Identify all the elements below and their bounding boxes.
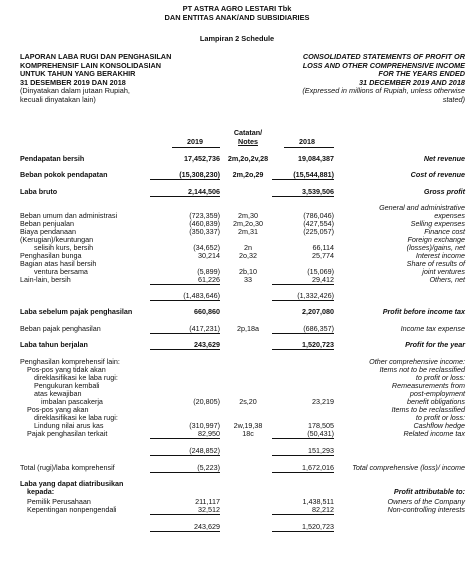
row-note-ref: 33 <box>244 275 252 284</box>
title-id-line: UNTUK TAHUN YANG BERAKHIR <box>20 69 136 79</box>
title-en-line: LOSS AND OTHER COMPREHENSIVE INCOME <box>302 60 465 70</box>
row-label-id: Pengukuran kembali <box>34 381 100 390</box>
row-label-en: to profit or loss: <box>415 413 465 422</box>
row-label-id: Laba tahun berjalan <box>20 340 88 349</box>
title-id-line: KOMPREHENSIF LAIN KONSOLIDASIAN <box>20 60 162 70</box>
row-label-en: General and administrative <box>379 203 465 212</box>
statement-row <box>0 463 474 473</box>
row-value-2019: (310,997) <box>189 421 220 430</box>
row-label-id: Bagian atas hasil bersih <box>20 259 97 268</box>
row-value-2018: 1,520,723 <box>272 340 334 350</box>
schedule-label: Lampiran 2 Schedule <box>199 34 275 43</box>
row-value-2019: 660,860 <box>194 307 220 316</box>
row-label-id: ventura bersama <box>34 267 88 276</box>
row-label-id: Total (rugi)/laba komprehensif <box>20 463 115 472</box>
row-note-ref: 2n <box>244 243 252 252</box>
row-label-id: direklasifikasi ke laba rugi: <box>34 413 118 422</box>
row-value-2019: 30,214 <box>198 251 220 260</box>
row-label-en: Profit before income tax <box>382 307 465 316</box>
row-label-id: Laba bruto <box>20 187 58 196</box>
row-label-en: Related income tax <box>403 429 465 438</box>
row-value-2019: 243,629 <box>150 340 220 350</box>
row-value-2019: (5,899) <box>197 267 220 276</box>
row-value-2018: (1,332,426) <box>272 291 334 301</box>
row-value-2018: (50,431) <box>272 429 334 439</box>
note-english <box>250 87 465 104</box>
row-note-ref: 2m,2o,2v,28 <box>227 154 269 163</box>
row-label-id: Pos-pos yang akan <box>27 405 89 414</box>
row-label-id: Lain-lain, bersih <box>20 275 71 284</box>
row-value-2019: (5,223) <box>150 463 220 473</box>
row-value-2018: 1,520,723 <box>272 522 334 532</box>
statement-row <box>0 187 474 197</box>
row-note-ref: 2b,10 <box>239 267 257 276</box>
statement-row <box>0 505 474 515</box>
row-label-en: (losses)/gains, net <box>406 243 465 252</box>
row-label-en: Income tax expense <box>400 324 465 333</box>
row-label-id: Biaya pendanaan <box>20 227 76 236</box>
row-value-2019: 82,950 <box>150 429 220 439</box>
row-value-2018: 23,219 <box>312 397 334 406</box>
row-value-2019: 2,144,506 <box>150 187 220 197</box>
row-label-id: Pendapatan bersih <box>20 154 85 163</box>
row-value-2019: (417,231) <box>150 324 220 334</box>
row-note-ref: 2p,18a <box>237 324 259 333</box>
row-label-id: Beban penjualan <box>20 219 74 228</box>
row-note-ref: 2m,2o,30 <box>233 219 263 228</box>
row-label-en: Net revenue <box>423 154 465 163</box>
row-value-2019: (20,805) <box>193 397 220 406</box>
row-value-2018: (15,544,881) <box>272 170 334 180</box>
row-label-en: Cost of revenue <box>410 170 465 179</box>
row-label-en: Foreign exchange <box>407 235 465 244</box>
row-value-2018: (427,554) <box>303 219 334 228</box>
row-value-2018: (15,069) <box>307 267 334 276</box>
row-label-en: post-employment <box>409 389 465 398</box>
row-label-en: benefit obligations <box>407 397 465 406</box>
row-value-2019: 243,629 <box>150 522 220 532</box>
row-value-2019: 211,117 <box>195 497 220 506</box>
row-note-ref: 2m,30 <box>238 211 258 220</box>
notes-header-line1: Catatan/ <box>233 128 263 137</box>
row-value-2019: 17,452,736 <box>184 154 220 163</box>
row-label-id: Beban pajak penghasilan <box>20 324 101 333</box>
title-id-line: 31 DESEMBER 2019 DAN 2018 <box>20 77 126 87</box>
row-note-ref: 2m,31 <box>238 227 258 236</box>
note-id-line: kecuali dinyatakan lain) <box>20 94 96 104</box>
row-note-ref: 2w,19,38 <box>233 421 263 430</box>
row-label-en: Remeasurements from <box>391 381 465 390</box>
row-note-ref: 2m,2o,29 <box>232 170 264 179</box>
row-label-id: Laba yang dapat diatribusikan <box>20 479 124 488</box>
row-label-id: Penghasilan bunga <box>20 251 82 260</box>
row-label-id: Lindung nilai arus kas <box>34 421 104 430</box>
statement-row <box>0 307 474 317</box>
title-indonesian <box>20 53 235 87</box>
row-label-en: Selling expenses <box>410 219 465 228</box>
row-label-id: Beban umum dan administrasi <box>20 211 118 220</box>
row-label-id: kepada: <box>27 487 55 496</box>
statement-row <box>0 446 474 456</box>
note-en-line: stated) <box>442 94 465 104</box>
note-indonesian <box>20 87 235 104</box>
row-value-2018: 25,774 <box>312 251 334 260</box>
statement-row <box>0 170 474 180</box>
note-id-line: (Dinyatakan dalam jutaan Rupiah, <box>20 86 130 95</box>
row-value-2018: (786,046) <box>303 211 334 220</box>
title-en-line: 31 DECEMBER 2019 AND 2018 <box>359 77 465 87</box>
row-note-ref: 18c <box>242 429 254 438</box>
row-label-id: Beban pokok pendapatan <box>20 170 108 179</box>
statement-row <box>0 522 474 532</box>
row-label-id: imbalan pascakerja <box>41 397 103 406</box>
row-label-en: Gross profit <box>423 187 465 196</box>
statement-row <box>0 340 474 350</box>
column-header-2018: 2018 <box>299 137 315 146</box>
row-value-2018: 1,672,016 <box>272 463 334 473</box>
row-value-2019: 61,226 <box>150 275 220 285</box>
statement-row <box>0 487 474 497</box>
statement-row <box>0 291 474 301</box>
title-en-line: CONSOLIDATED STATEMENTS OF PROFIT OR <box>302 52 465 61</box>
row-value-2019: 32,512 <box>150 505 220 515</box>
company-name: PT ASTRA AGRO LESTARI Tbk <box>182 4 292 13</box>
row-value-2018: (686,357) <box>272 324 334 334</box>
header-underline-2019 <box>172 147 220 148</box>
note-en-line: (Expressed in millions of Rupiah, unless otherwise <box>302 86 465 95</box>
row-value-2019: (350,337) <box>189 227 220 236</box>
statement-row <box>0 154 474 164</box>
row-label-en: joint ventures <box>422 267 465 276</box>
row-value-2018: 1,438,511 <box>302 497 334 506</box>
row-label-en: Owners of the Company <box>387 497 465 506</box>
row-value-2018: 178,505 <box>308 421 334 430</box>
row-note-ref: 2o,32 <box>239 251 257 260</box>
row-label-id: Pos-pos yang tidak akan <box>27 365 106 374</box>
row-label-en: Share of results of <box>406 259 465 268</box>
row-label-en: Others, net <box>429 275 465 284</box>
row-value-2018: 2,207,080 <box>302 307 334 316</box>
row-label-en: Cashflow hedge <box>413 421 465 430</box>
row-label-en: Profit attributable to: <box>393 487 465 496</box>
row-label-en: Profit for the year <box>405 340 465 349</box>
row-label-id: Pajak penghasilan terkait <box>27 429 108 438</box>
header-underline-2018 <box>284 147 334 148</box>
company-subtitle: DAN ENTITAS ANAK/AND SUBSIDIARIES <box>164 13 310 22</box>
row-label-en: Other comprehensive income: <box>369 357 465 366</box>
row-value-2019: (248,852) <box>150 446 220 456</box>
row-note-ref: 2s,20 <box>239 397 257 406</box>
title-id-line: LAPORAN LABA RUGI DAN PENGHASILAN <box>20 52 172 61</box>
row-label-id: Pemilik Perusahaan <box>27 497 91 506</box>
row-label-id: Laba sebelum pajak penghasilan <box>20 307 133 316</box>
row-label-en: Non-controlling interests <box>387 505 465 514</box>
row-label-en: Items to be reclassified <box>391 405 465 414</box>
row-label-id: (Kerugian)/keuntungan <box>20 235 94 244</box>
row-label-id: atas kewajiban <box>34 389 82 398</box>
column-header-2019: 2019 <box>187 137 203 146</box>
row-label-en: Finance cost <box>424 227 465 236</box>
row-label-en: to profit or loss: <box>415 373 465 382</box>
row-label-id: Penghasilan komprehensif lain: <box>20 357 120 366</box>
row-value-2018: 19,084,387 <box>298 154 334 163</box>
column-header-notes <box>225 129 271 146</box>
row-label-id: direklasifikasi ke laba rugi: <box>34 373 118 382</box>
row-label-en: Items not to be reclassified <box>379 365 465 374</box>
row-label-en: Interest income <box>415 251 465 260</box>
row-label-en: Total comprehensive (loss)/ income <box>352 463 465 472</box>
row-value-2019: (1,483,646) <box>150 291 220 301</box>
row-value-2018: 29,412 <box>272 275 334 285</box>
row-value-2018: (225,057) <box>303 227 334 236</box>
statement-row <box>0 324 474 334</box>
row-label-en: expenses <box>434 211 465 220</box>
row-value-2019: (34,652) <box>193 243 220 252</box>
row-label-id: selisih kurs, bersih <box>34 243 94 252</box>
title-english <box>250 53 465 87</box>
statement-row <box>0 429 474 439</box>
row-value-2018: 151,293 <box>272 446 334 456</box>
row-value-2019: (460,839) <box>189 219 220 228</box>
notes-header-line2: Notes <box>238 136 258 146</box>
row-label-id: Kepentingan nonpengendali <box>27 505 117 514</box>
row-value-2018: 82,212 <box>272 505 334 515</box>
title-en-line: FOR THE YEARS ENDED <box>378 69 465 79</box>
row-value-2018: 66,114 <box>312 243 334 252</box>
row-value-2019: (15,308,230) <box>150 170 220 180</box>
row-value-2018: 3,539,506 <box>272 187 334 197</box>
statement-row <box>0 275 474 285</box>
row-value-2019: (723,359) <box>189 211 220 220</box>
